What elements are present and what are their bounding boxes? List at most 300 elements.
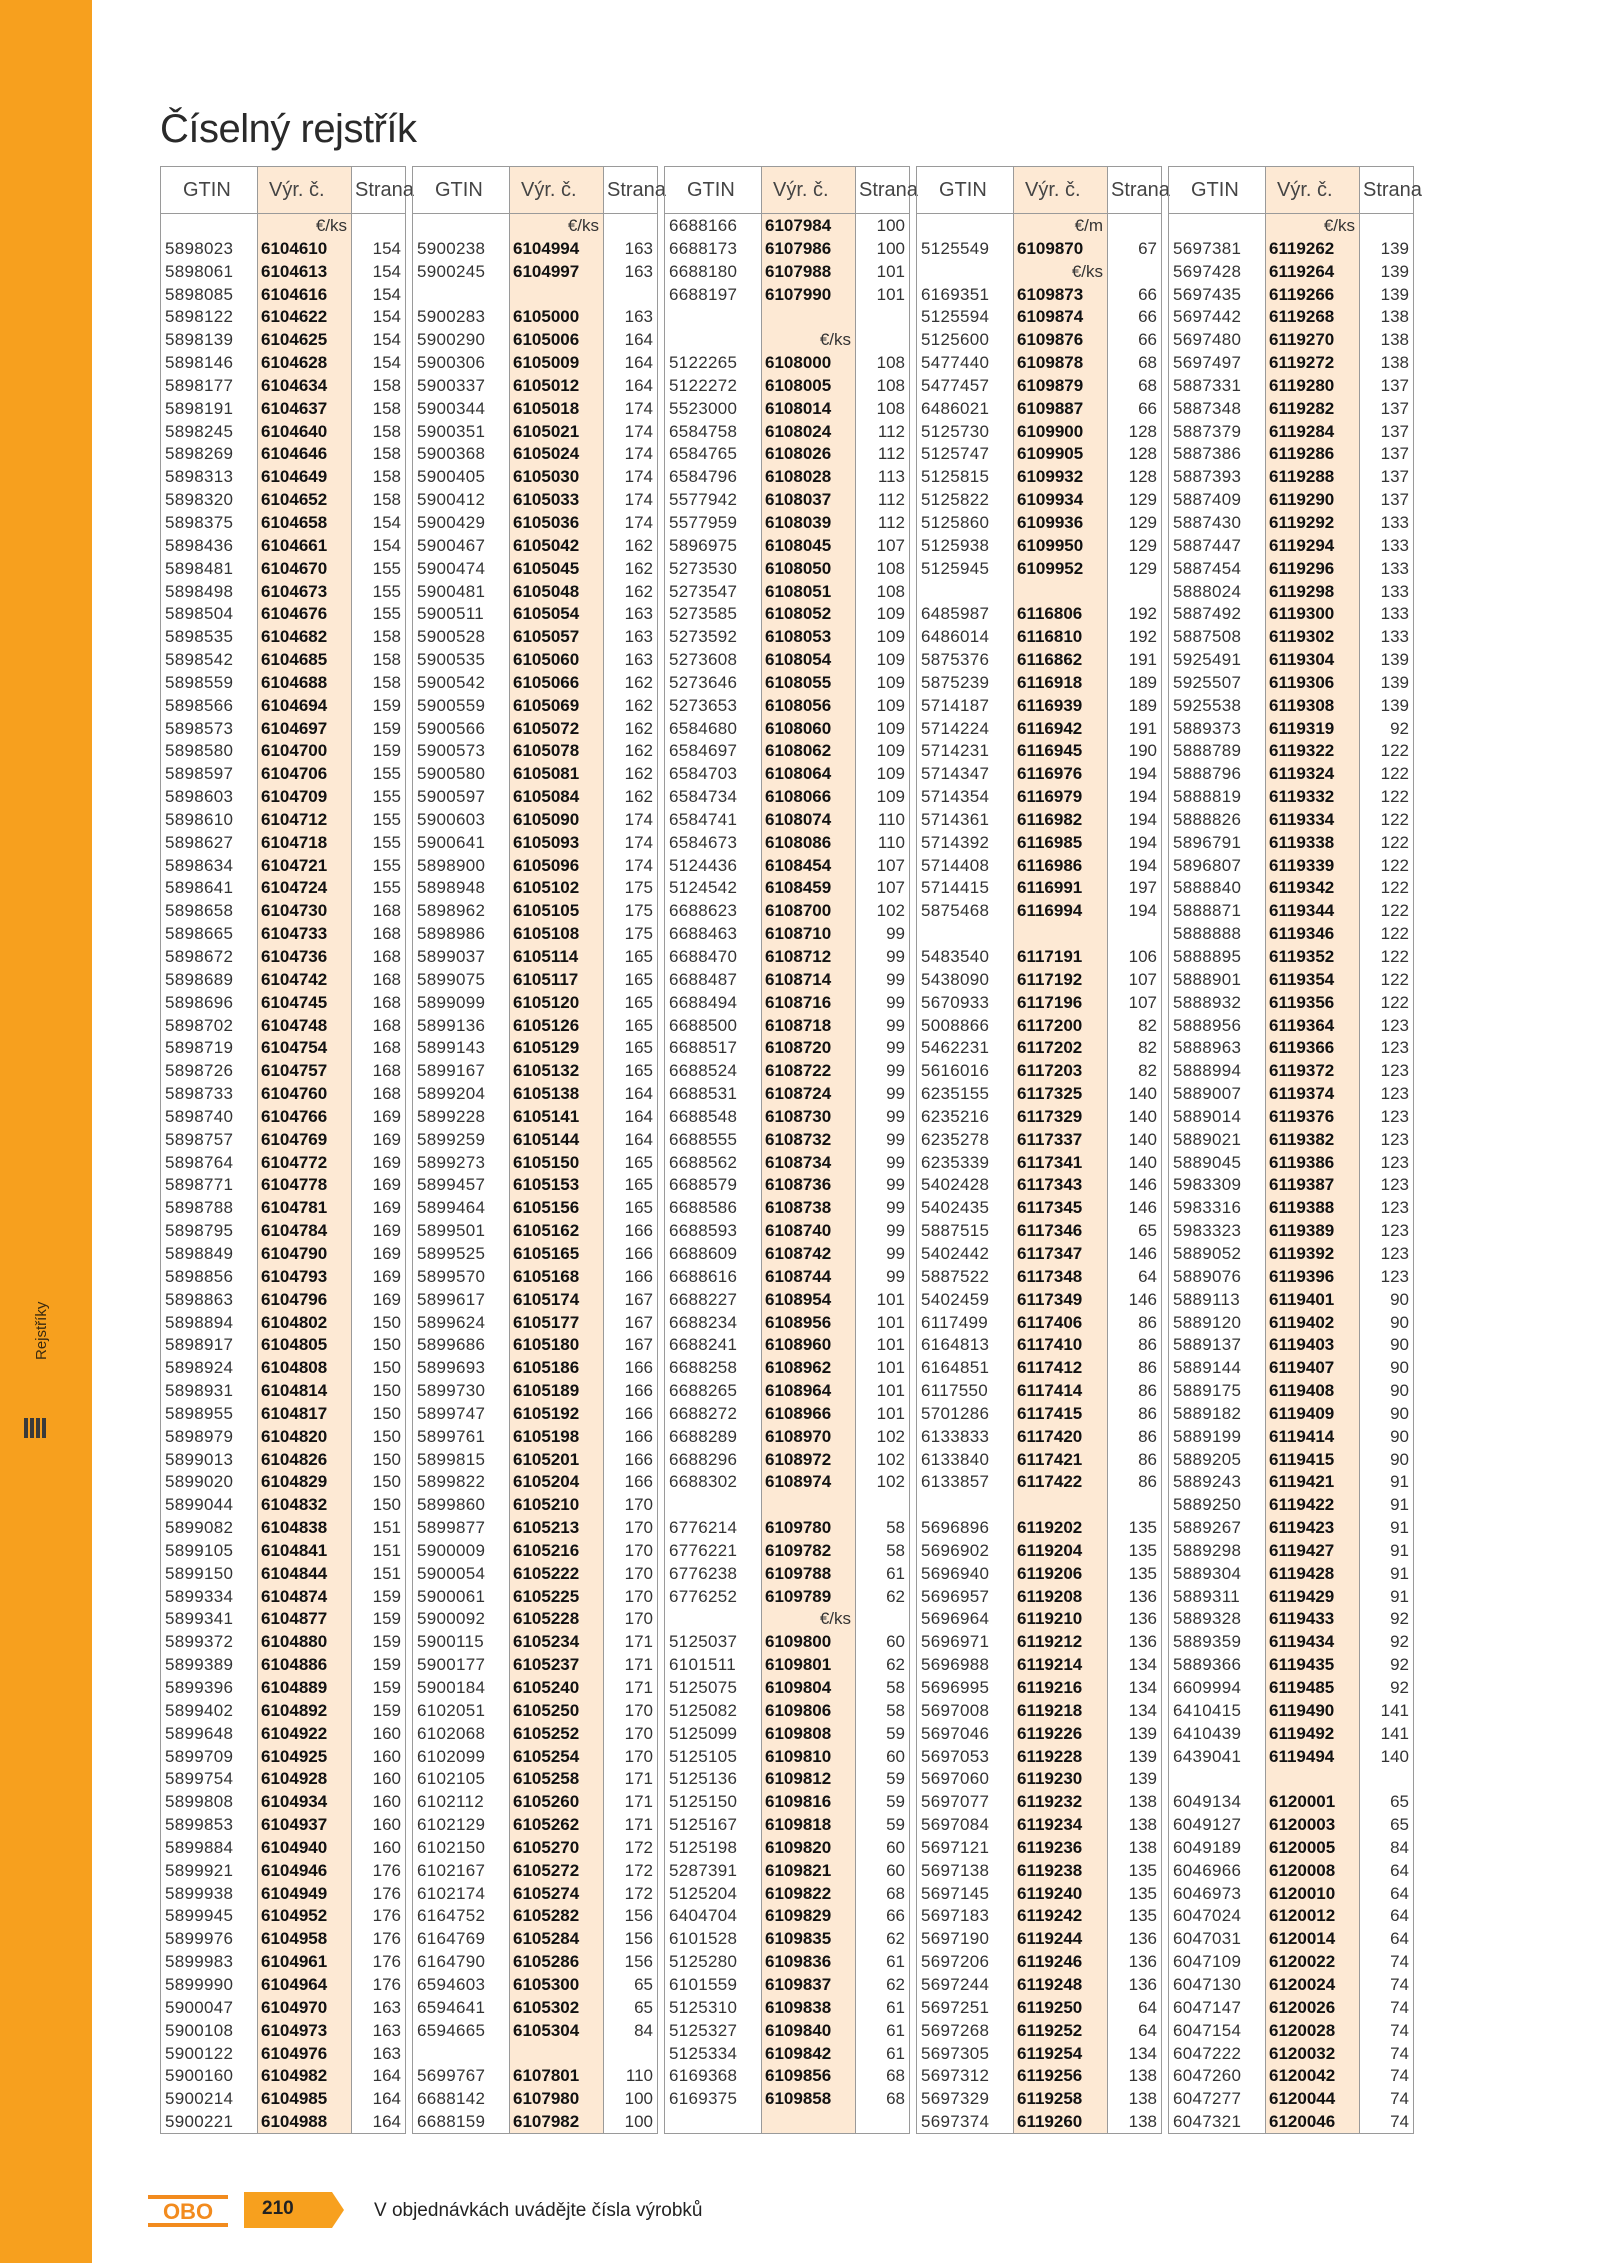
product-number-cell: 6120010 [1269, 1883, 1336, 1903]
page-cell: 90 [1390, 1449, 1409, 1469]
gtin-cell: 5900061 [417, 1586, 486, 1606]
gtin-cell: 5699767 [417, 2066, 486, 2086]
table-row [917, 672, 1161, 695]
product-number-cell: 6119346 [1269, 924, 1335, 944]
page-cell: 165 [624, 969, 653, 989]
product-number-cell: 6108062 [765, 741, 832, 761]
table-row [161, 1334, 405, 1357]
table-row [917, 877, 1161, 900]
table-row [161, 1403, 405, 1426]
page-cell: 176 [372, 1906, 401, 1926]
product-number-cell: 6105033 [513, 490, 580, 510]
table-row [161, 2020, 405, 2043]
product-number-cell: 6105186 [513, 1358, 580, 1378]
product-number-cell: 6104688 [261, 672, 328, 692]
page-cell: 58 [886, 1540, 905, 1560]
table-row [413, 877, 657, 900]
product-number-cell: 6119324 [1269, 764, 1335, 784]
table-row [1169, 1060, 1413, 1083]
gtin-cell: 5273608 [669, 650, 738, 670]
product-number-cell: 6109900 [1017, 421, 1084, 441]
table-row [665, 992, 909, 1015]
gtin-cell: 6047222 [1173, 2043, 1242, 2063]
table-row [665, 786, 909, 809]
gtin-cell: 5273585 [669, 604, 738, 624]
page-cell: 107 [876, 535, 905, 555]
page-cell: 102 [876, 1449, 905, 1469]
page-cell: 135 [1128, 1906, 1157, 1926]
gtin-cell: 5477457 [921, 375, 990, 395]
gtin-cell: 5900238 [417, 238, 486, 258]
table-row [917, 1403, 1161, 1426]
table-row [413, 923, 657, 946]
page-cell: 159 [372, 1655, 401, 1675]
page-cell: 155 [372, 855, 401, 875]
page-cell: 159 [372, 695, 401, 715]
page-cell: 163 [624, 627, 653, 647]
product-number-cell: 6109887 [1017, 398, 1084, 418]
page-cell: 109 [876, 695, 905, 715]
table-row [161, 329, 405, 352]
table-row [413, 466, 657, 489]
table-row [1169, 1197, 1413, 1220]
page-cell: 172 [624, 1860, 653, 1880]
page-cell: 122 [1380, 901, 1409, 921]
product-number-cell: 6105228 [513, 1609, 580, 1629]
gtin-cell: 6235216 [921, 1106, 990, 1126]
table-row [665, 1380, 909, 1403]
page-cell: 169 [372, 1221, 401, 1241]
gtin-cell: 5898672 [165, 947, 234, 966]
gtin-cell: 5900368 [417, 444, 486, 464]
gtin-cell: 5887515 [921, 1221, 990, 1241]
page-cell: 160 [372, 1792, 401, 1812]
page-cell: 162 [624, 718, 653, 738]
table-row [413, 1106, 657, 1129]
product-number-cell: 6109936 [1017, 512, 1084, 532]
page-cell: 165 [624, 1152, 653, 1172]
gtin-cell: 6688586 [669, 1198, 738, 1218]
product-number-cell: 6104742 [261, 969, 328, 989]
table-row [161, 1883, 405, 1906]
gtin-cell: 6688531 [669, 1084, 738, 1104]
table-row [1169, 877, 1413, 900]
product-number-cell: 6119342 [1269, 878, 1335, 898]
spacer-row [917, 1494, 1161, 1517]
page-cell: 189 [1128, 672, 1157, 692]
gtin-cell: 5898863 [165, 1289, 234, 1309]
product-number-cell: 6107990 [765, 284, 832, 304]
product-number-cell: 6104874 [261, 1586, 328, 1606]
gtin-cell: 5888994 [1173, 1061, 1242, 1081]
page-cell: 112 [877, 444, 905, 464]
page-cell: 136 [1128, 1974, 1157, 1994]
gtin-cell: 6584703 [669, 764, 738, 784]
product-number-cell: 6119344 [1269, 901, 1335, 921]
column-header [665, 167, 918, 214]
table-row [1169, 535, 1413, 558]
product-number-cell: 6109816 [765, 1792, 832, 1812]
table-row [161, 1266, 405, 1289]
page-cell: 154 [372, 353, 401, 373]
table-row [1169, 1905, 1413, 1928]
gtin-cell: 6584734 [669, 787, 738, 807]
product-number-cell: 6119298 [1269, 581, 1335, 601]
table-row [413, 2020, 657, 2043]
gtin-cell: 5899204 [417, 1084, 486, 1104]
table-row [917, 443, 1161, 466]
page-cell: 159 [372, 1609, 401, 1629]
unit-row [665, 329, 909, 352]
gtin-cell: 5697206 [921, 1952, 990, 1972]
table-row [917, 1106, 1161, 1129]
product-number-cell: 6104700 [261, 741, 328, 761]
gtin-cell: 5701286 [921, 1403, 990, 1423]
table-row [1169, 1289, 1413, 1312]
page-cell: 101 [876, 1289, 905, 1309]
product-number-cell: 6107982 [513, 2112, 580, 2132]
index-table [160, 166, 1422, 2134]
product-number-cell: 6105156 [513, 1198, 580, 1218]
page-cell: 192 [1128, 604, 1157, 624]
gtin-cell: 6688579 [669, 1175, 738, 1195]
table-row [413, 1334, 657, 1357]
product-number-cell: 6109856 [765, 2066, 832, 2086]
table-row [665, 1540, 909, 1563]
table-row [917, 2088, 1161, 2111]
header-page: Strana [1363, 179, 1422, 201]
product-number-cell: 6109874 [1017, 307, 1084, 327]
unit-label: €/ks [1071, 261, 1103, 281]
product-number-cell: 6116985 [1017, 832, 1083, 852]
table-row [665, 1015, 909, 1038]
product-number-cell: 6104706 [261, 764, 328, 784]
gtin-cell: 6688258 [669, 1358, 738, 1378]
gtin-cell: 5697374 [921, 2112, 990, 2132]
table-row [917, 489, 1161, 512]
page-cell: 109 [876, 764, 905, 784]
product-number-cell: 6120022 [1269, 1952, 1336, 1972]
gtin-cell: 5899570 [417, 1266, 486, 1286]
gtin-cell: 5125310 [669, 1997, 738, 2017]
table-row [917, 1700, 1161, 1723]
gtin-cell: 5898320 [165, 490, 234, 510]
gtin-cell: 5898689 [165, 969, 234, 989]
table-row [665, 2088, 909, 2111]
gtin-cell: 6688609 [669, 1243, 738, 1263]
product-number-cell: 6105150 [513, 1152, 580, 1172]
product-number-cell: 6109878 [1017, 353, 1084, 373]
product-number-cell: 6104730 [261, 901, 328, 921]
page-cell: 100 [624, 2112, 653, 2132]
page-cell: 154 [372, 307, 401, 327]
table-row [413, 1563, 657, 1586]
page-cell: 74 [1390, 2066, 1409, 2086]
table-row [161, 1974, 405, 1997]
page-cell: 99 [886, 1175, 905, 1195]
page-cell: 169 [372, 1289, 401, 1309]
page-cell: 90 [1390, 1289, 1409, 1309]
gtin-cell: 5899037 [417, 947, 486, 966]
product-number-cell: 6119389 [1269, 1221, 1335, 1241]
product-number-cell: 6108730 [765, 1106, 832, 1126]
page-cell: 64 [1390, 1906, 1409, 1926]
gtin-cell: 5697480 [1173, 330, 1242, 350]
page-cell: 99 [886, 1015, 905, 1035]
table-row [1169, 969, 1413, 992]
gtin-cell: 5900009 [417, 1540, 486, 1560]
table-row [917, 1471, 1161, 1494]
table-row [1169, 1266, 1413, 1289]
gtin-cell: 6584796 [669, 467, 738, 487]
product-number-cell: 6104973 [261, 2020, 328, 2040]
page-cell: 107 [1128, 992, 1157, 1012]
product-number-cell: 6117196 [1017, 992, 1083, 1012]
table-row [413, 443, 657, 466]
page-cell: 136 [1128, 1929, 1157, 1949]
gtin-cell: 5896807 [1173, 855, 1242, 875]
product-number-cell: 6119382 [1269, 1129, 1335, 1149]
table-row [665, 1471, 909, 1494]
table-row [413, 1037, 657, 1060]
page-cell: 139 [1128, 1723, 1157, 1743]
footer-note: V objednávkách uvádějte čísla výrobků [374, 2200, 703, 2221]
table-row [161, 1312, 405, 1335]
gtin-cell: 5889076 [1173, 1266, 1242, 1286]
table-row [665, 1197, 909, 1220]
page-cell: 122 [1380, 855, 1409, 875]
gtin-cell: 5925491 [1173, 650, 1242, 670]
page-cell: 66 [1138, 284, 1157, 304]
gtin-cell: 5898627 [165, 832, 234, 852]
gtin-cell: 5898634 [165, 855, 234, 875]
page-cell: 129 [1128, 490, 1157, 510]
page-cell: 137 [1380, 421, 1409, 441]
product-number-cell: 6104925 [261, 1746, 328, 1766]
page-cell: 99 [886, 1061, 905, 1081]
page-cell: 123 [1380, 1198, 1409, 1218]
product-number-cell: 6104748 [261, 1015, 328, 1035]
product-number-cell: 6104976 [261, 2043, 328, 2063]
page-cell: 162 [624, 558, 653, 578]
product-number-cell: 6104937 [261, 1815, 328, 1835]
page-cell: 92 [1390, 1609, 1409, 1629]
page-cell: 58 [886, 1700, 905, 1720]
product-number-cell: 6119403 [1269, 1335, 1335, 1355]
table-row [917, 992, 1161, 1015]
table-row [665, 672, 909, 695]
table-row [413, 1357, 657, 1380]
page-cell: 92 [1390, 1632, 1409, 1652]
product-number-cell: 6104880 [261, 1632, 328, 1652]
page-cell: 158 [372, 490, 401, 510]
gtin-cell: 5697077 [921, 1792, 990, 1812]
gtin-cell: 6688296 [669, 1449, 738, 1469]
column-header [917, 167, 1170, 214]
gtin-cell: 5898955 [165, 1403, 234, 1423]
page-title: Číselný rejstřík [160, 106, 417, 151]
page-cell: 58 [886, 1518, 905, 1538]
page-cell: 122 [1380, 992, 1409, 1012]
product-number-cell: 6119354 [1269, 969, 1335, 989]
gtin-cell: 6776238 [669, 1563, 738, 1583]
table-row [413, 421, 657, 444]
product-number-cell: 6104769 [261, 1129, 328, 1149]
page-cell: 107 [876, 855, 905, 875]
gtin-cell: 6102105 [417, 1769, 486, 1789]
page-cell: 74 [1390, 1952, 1409, 1972]
page-cell: 128 [1128, 444, 1157, 464]
page-cell: 168 [372, 1061, 401, 1081]
product-number-cell: 6108744 [765, 1266, 832, 1286]
gtin-cell: 5898566 [165, 695, 234, 715]
table-row [1169, 832, 1413, 855]
product-number-cell: 6104820 [261, 1426, 328, 1446]
gtin-cell: 6486014 [921, 627, 990, 647]
table-row [161, 261, 405, 284]
gtin-cell: 5523000 [669, 398, 738, 418]
table-row [917, 786, 1161, 809]
product-number-cell: 6104760 [261, 1084, 328, 1104]
gtin-cell: 5714187 [921, 695, 990, 715]
product-number-cell: 6108954 [765, 1289, 832, 1309]
table-row [917, 969, 1161, 992]
product-number-cell: 6108700 [765, 901, 832, 921]
page-cell: 163 [624, 650, 653, 670]
product-number-cell: 6117415 [1017, 1403, 1083, 1423]
product-number-cell: 6109858 [765, 2089, 832, 2109]
table-row [413, 1814, 657, 1837]
table-row [413, 1152, 657, 1175]
gtin-cell: 6688623 [669, 901, 738, 921]
page-cell: 135 [1128, 1518, 1157, 1538]
page-cell: 164 [624, 1084, 653, 1104]
index-column [916, 166, 1170, 2134]
gtin-cell: 5697190 [921, 1929, 990, 1949]
gtin-cell: 6049189 [1173, 1837, 1242, 1857]
product-number-cell: 6117345 [1017, 1198, 1083, 1218]
page-cell: 101 [876, 1403, 905, 1423]
table-row [1169, 1700, 1413, 1723]
product-number-cell: 6105274 [513, 1883, 580, 1903]
table-row [665, 1586, 909, 1609]
table-row [917, 1266, 1161, 1289]
table-row [1169, 443, 1413, 466]
product-number-cell: 6119262 [1269, 238, 1335, 258]
product-number-cell: 6119258 [1017, 2089, 1083, 2109]
product-number-cell: 6104754 [261, 1038, 328, 1058]
table-row [161, 695, 405, 718]
product-number-cell: 6104844 [261, 1563, 328, 1583]
table-row [161, 1860, 405, 1883]
page-cell: 168 [372, 1015, 401, 1035]
gtin-cell: 6594603 [417, 1974, 486, 1994]
product-number-cell: 6117343 [1017, 1175, 1083, 1195]
product-number-cell: 6105272 [513, 1860, 580, 1880]
page-cell: 64 [1390, 1860, 1409, 1880]
table-row [1169, 1174, 1413, 1197]
gtin-cell: 6594641 [417, 1997, 486, 2017]
page-cell: 162 [624, 672, 653, 692]
product-number-cell: 6109789 [765, 1586, 832, 1606]
page-number: 210 [262, 2198, 294, 2219]
index-column [664, 166, 918, 2134]
page-cell: 192 [1128, 627, 1157, 647]
table-row [161, 352, 405, 375]
table-row [1169, 1631, 1413, 1654]
gtin-cell: 5889175 [1173, 1381, 1242, 1401]
gtin-cell: 6688302 [669, 1472, 738, 1492]
product-number-cell: 6105204 [513, 1472, 580, 1492]
product-number-cell: 6104772 [261, 1152, 328, 1172]
gtin-cell: 6047260 [1173, 2066, 1242, 2086]
gtin-cell: 5899334 [165, 1586, 234, 1606]
page-cell: 62 [886, 1586, 905, 1606]
product-number-cell: 6109932 [1017, 467, 1084, 487]
gtin-cell: 5889014 [1173, 1106, 1242, 1126]
page-cell: 163 [624, 307, 653, 327]
table-row [1169, 1037, 1413, 1060]
table-row [917, 1174, 1161, 1197]
page-cell: 162 [624, 741, 653, 761]
product-number-cell: 6120046 [1269, 2112, 1336, 2132]
table-row [917, 718, 1161, 741]
table-row [1169, 329, 1413, 352]
gtin-cell: 5900405 [417, 467, 486, 487]
table-row [917, 855, 1161, 878]
gtin-cell: 5888789 [1173, 741, 1242, 761]
table-row [665, 1243, 909, 1266]
product-number-cell: 6108005 [765, 375, 832, 395]
page-cell: 146 [1128, 1198, 1157, 1218]
product-number-cell: 6119294 [1269, 535, 1335, 555]
gtin-cell: 5008866 [921, 1015, 990, 1035]
product-number-cell: 6119218 [1017, 1700, 1083, 1720]
page-cell: 160 [372, 1769, 401, 1789]
page-cell: 191 [1128, 718, 1157, 738]
product-number-cell: 6107984 [765, 216, 832, 235]
page-cell: 159 [372, 1586, 401, 1606]
table-row [665, 649, 909, 672]
page-cell: 139 [1380, 695, 1409, 715]
product-number-cell: 6104790 [261, 1243, 328, 1263]
product-number-cell: 6119372 [1269, 1061, 1335, 1081]
table-row [665, 855, 909, 878]
table-row [665, 1129, 909, 1152]
gtin-cell: 6102051 [417, 1700, 486, 1720]
product-number-cell: 6105282 [513, 1906, 580, 1926]
product-number-cell: 6119244 [1017, 1929, 1083, 1949]
page-cell: 135 [1128, 1883, 1157, 1903]
product-number-cell: 6109822 [765, 1883, 832, 1903]
table-row [161, 832, 405, 855]
table-row [665, 1266, 909, 1289]
table-row [161, 1220, 405, 1243]
table-row [665, 1723, 909, 1746]
gtin-cell: 5900603 [417, 809, 486, 829]
gtin-cell: 5889366 [1173, 1655, 1242, 1675]
table-row [413, 1517, 657, 1540]
product-number-cell: 6105222 [513, 1563, 580, 1583]
table-row [665, 1037, 909, 1060]
product-number-cell: 6104637 [261, 398, 328, 418]
page-cell: 160 [372, 1746, 401, 1766]
gtin-cell: 5983323 [1173, 1221, 1242, 1241]
gtin-cell: 6485987 [921, 604, 990, 624]
gtin-cell: 5900047 [165, 1997, 234, 2017]
gtin-cell: 5900474 [417, 558, 486, 578]
gtin-cell: 5125105 [669, 1746, 738, 1766]
